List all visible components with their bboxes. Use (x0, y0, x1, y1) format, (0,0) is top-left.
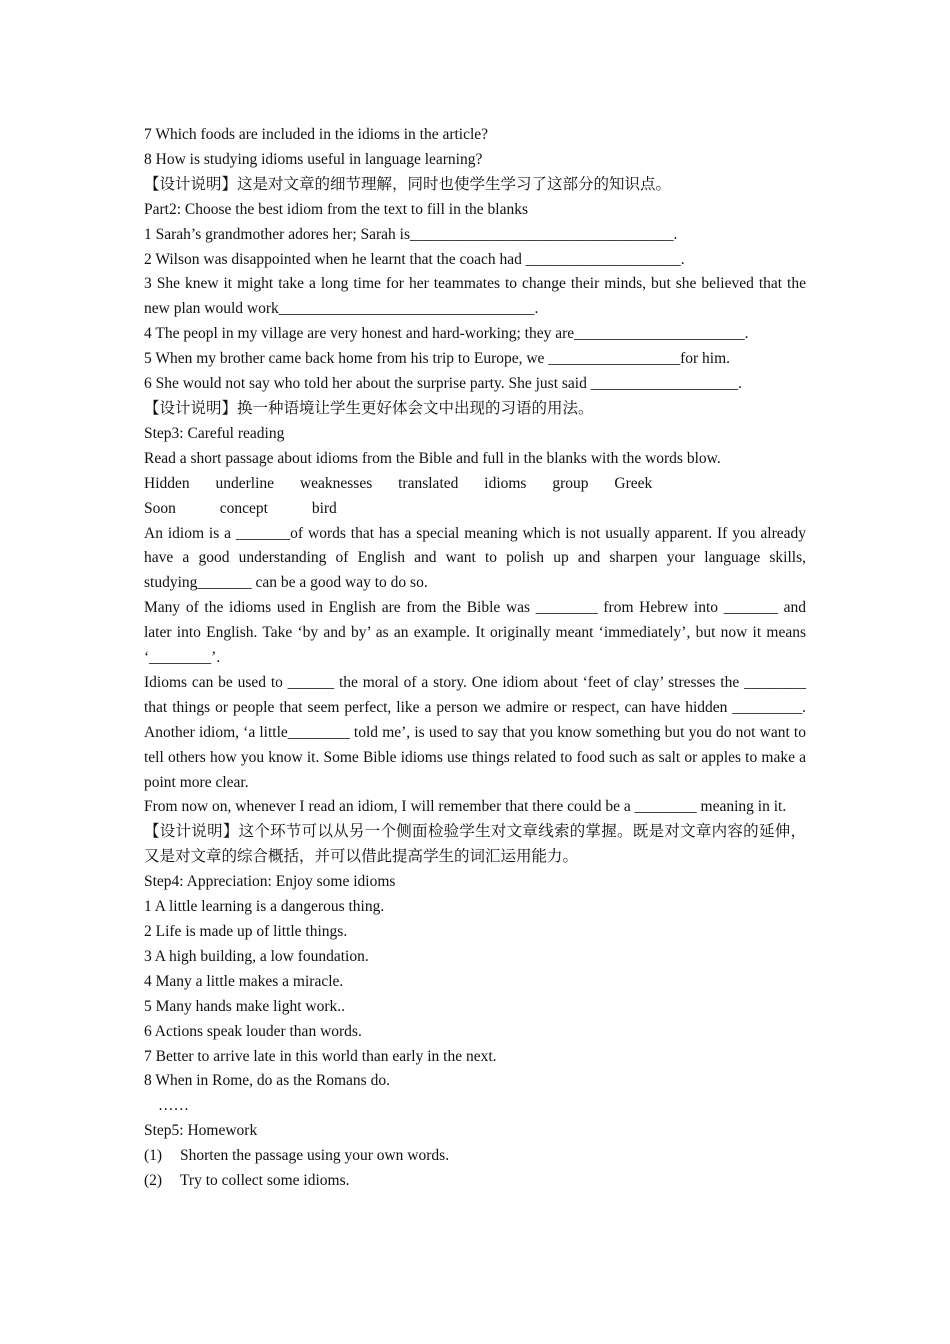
idiom-item: 4 Many a little makes a miracle. (144, 972, 344, 990)
part2-item: 6 She would not say who told her about the surprise party. She just said ___________________. (144, 375, 742, 393)
part2-item: 1 Sarah’s grandmother adores her; Sarah is__________________________________. (144, 225, 678, 243)
homework-item (144, 1144, 806, 1169)
homework-number: (2) (144, 1172, 163, 1190)
step3-instruction: Read a short passage about idioms from the Bible and full in the blanks with the words blow. (144, 449, 721, 467)
word-bank-item: concept (219, 499, 268, 517)
idiom-item: 1 A little learning is a dangerous thing. (144, 898, 385, 916)
idiom-item: 6 Actions speak louder than words. (144, 1022, 362, 1040)
word-bank-row (144, 497, 806, 522)
part2-item: 2 Wilson was disappointed when he learnt that the coach had ____________________. (144, 250, 685, 268)
word-bank-item: bird (311, 499, 337, 517)
part2-item: 3 She knew it might take a long time for her teammates to change their minds, but she believed that the new plan would work_________________________________. (144, 275, 806, 318)
passage-paragraph: An idiom is a _______of words that has a special meaning which is not usually apparent. If you already have a good understanding of English and want to polish up and sharpen your language skills, studying_______ can be a good way to do so. (144, 524, 806, 592)
idiom-item: 2 Life is made up of little things. (144, 923, 348, 940)
document-page (144, 123, 806, 1194)
design-note: 【设计说明】这个环节可以从另一个侧面检验学生对文章线索的掌握。既是对文章内容的延伸，又是对文章的综合概括，并可以借此提高学生的词汇运用能力。 (144, 823, 806, 866)
part2-item: 5 When my brother came back home from his trip to Europe, we _________________for him. (144, 350, 731, 368)
passage-paragraph: From now on, whenever I read an idiom, I will remember that there could be a ________ meaning in it. (144, 798, 787, 816)
word-bank-row (144, 472, 806, 497)
ellipsis: …… (158, 1097, 189, 1115)
word-bank-item: translated (398, 474, 459, 492)
word-bank-item: weaknesses (299, 474, 373, 492)
part2-item: 4 The peopl in my village are very honest and hard-working; they are______________________. (144, 325, 749, 343)
question-7: 7 Which foods are included in the idioms in the article? (144, 126, 489, 143)
word-bank-item: group (552, 474, 589, 492)
step4-heading: Step4: Appreciation: Enjoy some idioms (144, 873, 396, 891)
design-note: 【设计说明】换一种语境让学生更好体会文中出现的习语的用法。 (144, 399, 594, 417)
passage-paragraph: Many of the idioms used in English are from the Bible was ________ from Hebrew into _______ and later into English. Take ‘by and by’ as an example. It originally meant ‘immediately’, but now it means ‘________’. (144, 599, 806, 667)
word-bank-item: idioms (484, 474, 527, 492)
step3-heading: Step3: Careful reading (144, 424, 285, 442)
passage-paragraph: Idioms can be used to ______ the moral of a story. One idiom about ‘feet of clay’ stresses the ________ that things or people that seem perfect, like a person we admire or respect, can have hidden _________. Another idiom, ‘a little________ told me’, is used to say that you know something but you do not want to tell others how you know it. Some Bible idioms use things related to food such as salt or apples to make a point more clear. (144, 673, 806, 791)
homework-text: Shorten the passage using your own words. (180, 1147, 450, 1165)
step5-heading: Step5: Homework (144, 1122, 258, 1140)
design-note: 【设计说明】这是对文章的细节理解，同时也使学生学习了这部分的知识点。 (144, 175, 672, 193)
word-bank-item: Soon (144, 499, 176, 517)
idiom-item: 7 Better to arrive late in this world than early in the next. (144, 1047, 497, 1065)
homework-text: Try to collect some idioms. (180, 1172, 350, 1190)
part2-heading: Part2: Choose the best idiom from the text to fill in the blanks (144, 200, 529, 218)
homework-item (144, 1169, 806, 1194)
idiom-item: 5 Many hands make light work.. (144, 997, 346, 1015)
idiom-item: 3 A high building, a low foundation. (144, 947, 369, 965)
idiom-item: 8 When in Rome, do as the Romans do. (144, 1072, 390, 1090)
word-bank-item: Greek (614, 474, 653, 492)
question-8: 8 How is studying idioms useful in language learning? (144, 150, 483, 168)
homework-number: (1) (144, 1147, 163, 1165)
word-bank-item: Hidden (144, 474, 190, 492)
word-bank-item: underline (215, 474, 275, 492)
